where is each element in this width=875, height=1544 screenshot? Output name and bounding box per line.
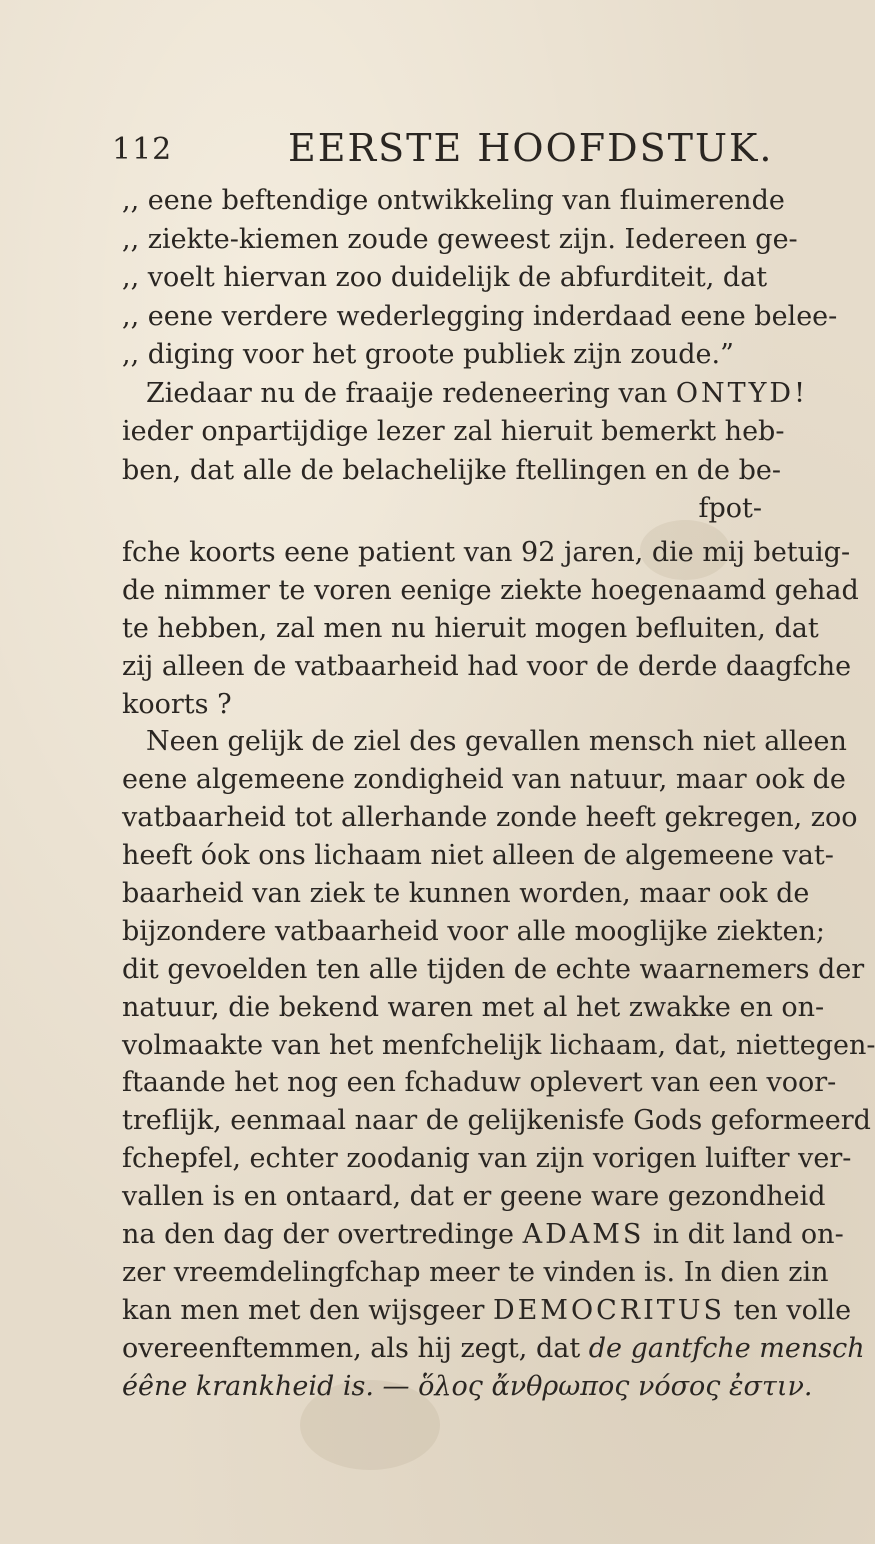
text-span: Ziedaar nu de fraaije redeneering van xyxy=(146,377,676,409)
text-line: te hebben, zal men nu hieruit mogen befluiten, dat xyxy=(122,612,819,644)
text-line: dit gevoelden ten alle tijden de echte waarnemers der xyxy=(122,953,865,985)
running-head: EERSTE HOOFDSTUK. xyxy=(288,126,774,170)
text-line: ,, eene verdere wederlegging inderdaad eene belee- xyxy=(122,300,838,332)
text-line: ,, voelt hiervan zoo duidelijk de abfurditeit, dat xyxy=(122,262,768,293)
text-line: ,, eene beftendige ontwikkeling van fluimerende xyxy=(122,185,785,216)
text-line xyxy=(122,375,805,414)
text-line: vallen is en ontaard, dat er geene ware gezondheid xyxy=(122,1181,826,1213)
text-span: in dit land on- xyxy=(644,1219,844,1251)
text-block-top xyxy=(122,182,838,529)
text-line: natuur, die bekend waren met al het zwakke en on- xyxy=(122,991,825,1023)
text-span: ten volle xyxy=(725,1294,852,1326)
text-line: zer vreemdelingfchap meer te vinden is. In dien zin xyxy=(122,1256,829,1288)
text-span: kan men met den wijsgeer xyxy=(122,1294,493,1326)
text-line: ben, dat alle de belachelijke ftellingen en de be- xyxy=(122,454,781,486)
text-span: na den dag der overtredinge xyxy=(122,1219,523,1251)
catchword: fpot- xyxy=(698,493,762,524)
name-smallcaps: ADAMS xyxy=(522,1219,645,1251)
text-span: overeenftemmen, als hij zegt, dat xyxy=(122,1332,589,1364)
text-span: ! xyxy=(794,377,805,409)
text-line: ,, diging voor het groote publiek zijn zoude.” xyxy=(122,339,734,370)
text-line: vatbaarheid tot allerhande zonde heeft gekregen, zoo xyxy=(122,802,858,834)
text-line: volmaakte van het menfchelijk lichaam, dat, niettegen- xyxy=(122,1029,875,1061)
italic-span: de gantfche mensch xyxy=(588,1332,865,1364)
text-line: eene algemeene zondigheid van natuur, maar ook de xyxy=(122,764,846,796)
text-line: de nimmer te voren eenige ziekte hoegenaamd gehad xyxy=(122,574,859,606)
text-line: bijzondere vatbaarheid voor alle mooglijke ziekten; xyxy=(122,915,826,947)
greek-quote: — ὅλος ἄνθρωπος νόσος ἐστιν. xyxy=(373,1370,813,1402)
text-line: ftaande het nog een fchaduw oplevert van een voor- xyxy=(122,1067,837,1099)
page-header xyxy=(112,126,774,176)
text-block-bottom xyxy=(122,534,875,1405)
text-line xyxy=(122,1330,865,1368)
text-line: koorts ? xyxy=(122,688,232,720)
text-line: ,, ziekte-kiemen zoude geweest zijn. Iedereen ge- xyxy=(122,223,798,255)
text-line xyxy=(122,1368,813,1406)
author-name-smallcaps: ONTYD xyxy=(675,377,795,409)
text-line: fche koorts eene patient van 92 jaren, die mij betuig- xyxy=(122,537,851,568)
text-line: Neen gelijk de ziel des gevallen mensch niet alleen xyxy=(146,726,847,758)
text-line: baarheid van ziek te kunnen worden, maar ook de xyxy=(122,878,810,910)
text-line: fchepfel, echter zoodanig van zijn vorigen luifter ver- xyxy=(122,1143,852,1175)
text-line: zij alleen de vatbaarheid had voor de derde daagfche xyxy=(122,650,852,682)
page-number: 112 xyxy=(112,132,173,167)
text-line: treflijk, eenmaal naar de gelijkenisfe Gods geformeerd xyxy=(122,1105,871,1137)
text-line: ieder onpartijdige lezer zal hieruit bemerkt heb- xyxy=(122,416,785,447)
italic-span: éêne krankheid is. xyxy=(122,1370,374,1402)
text-line xyxy=(122,1216,844,1254)
name-smallcaps: DEMOCRITUS xyxy=(492,1294,725,1326)
text-line xyxy=(122,1292,852,1330)
text-line: heeft óok ons lichaam niet alleen de algemeene vat- xyxy=(122,840,834,872)
